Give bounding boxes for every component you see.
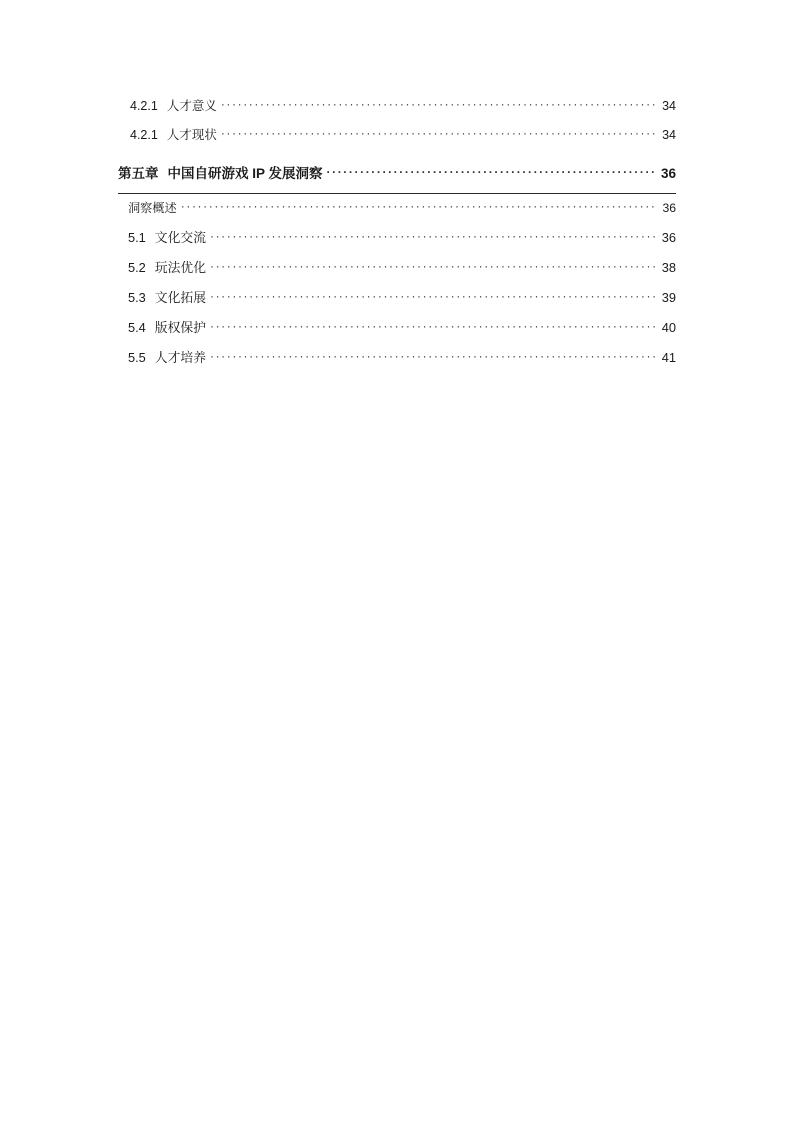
toc-entry-title: 文化交流	[154, 230, 206, 245]
toc-entry-page: 34	[662, 99, 676, 113]
toc-entry-number: 5.5	[128, 350, 146, 365]
toc-leader-dots	[210, 221, 655, 251]
toc-entry-title: 人才培养	[154, 350, 206, 365]
toc-entry[interactable]	[118, 92, 676, 121]
toc-entry-title: 人才意义	[166, 99, 217, 113]
toc-entry-number: 5.2	[128, 260, 146, 275]
table-of-contents	[118, 92, 676, 373]
toc-leader-dots	[210, 341, 655, 371]
toc-leader-dots	[210, 311, 655, 341]
toc-entry-page: 34	[662, 128, 676, 142]
toc-entry[interactable]	[118, 253, 676, 283]
toc-entry[interactable]	[118, 313, 676, 343]
toc-entry-title: 版权保护	[154, 320, 206, 335]
toc-entry-page: 41	[661, 350, 676, 365]
toc-entry-number: 5.1	[128, 230, 146, 245]
toc-entry-title: 洞察概述	[128, 201, 177, 215]
toc-leader-dots	[221, 119, 655, 148]
toc-entry-title: 文化拓展	[154, 290, 206, 305]
toc-entry[interactable]	[118, 343, 676, 373]
toc-entry-page: 40	[661, 320, 676, 335]
toc-leader-dots	[210, 251, 655, 281]
toc-entry-page: 36	[662, 201, 676, 215]
toc-entry-page: 39	[661, 290, 676, 305]
toc-entry-page: 38	[661, 260, 676, 275]
toc-leader-dots	[221, 90, 655, 119]
toc-leader-dots	[210, 281, 655, 311]
toc-entry-number: 5.3	[128, 290, 146, 305]
toc-leader-dots	[327, 154, 655, 190]
toc-entry-number: 5.4	[128, 320, 146, 335]
toc-entry[interactable]	[118, 194, 676, 223]
toc-entry-number: 第五章	[118, 166, 159, 181]
toc-entry[interactable]	[118, 283, 676, 313]
toc-entry-page: 36	[660, 166, 676, 181]
toc-entry-title: 人才现状	[166, 128, 217, 142]
toc-leader-dots	[181, 192, 655, 221]
toc-entry-page: 36	[661, 230, 676, 245]
toc-entry[interactable]	[118, 121, 676, 150]
toc-entry-chapter[interactable]	[118, 156, 676, 192]
toc-entry-title: 中国自研游戏 IP 发展洞察	[167, 166, 323, 181]
toc-entry-number: 4.2.1	[130, 99, 158, 113]
toc-entry-title: 玩法优化	[154, 260, 206, 275]
toc-entry-number: 4.2.1	[130, 128, 158, 142]
toc-entry[interactable]	[118, 223, 676, 253]
